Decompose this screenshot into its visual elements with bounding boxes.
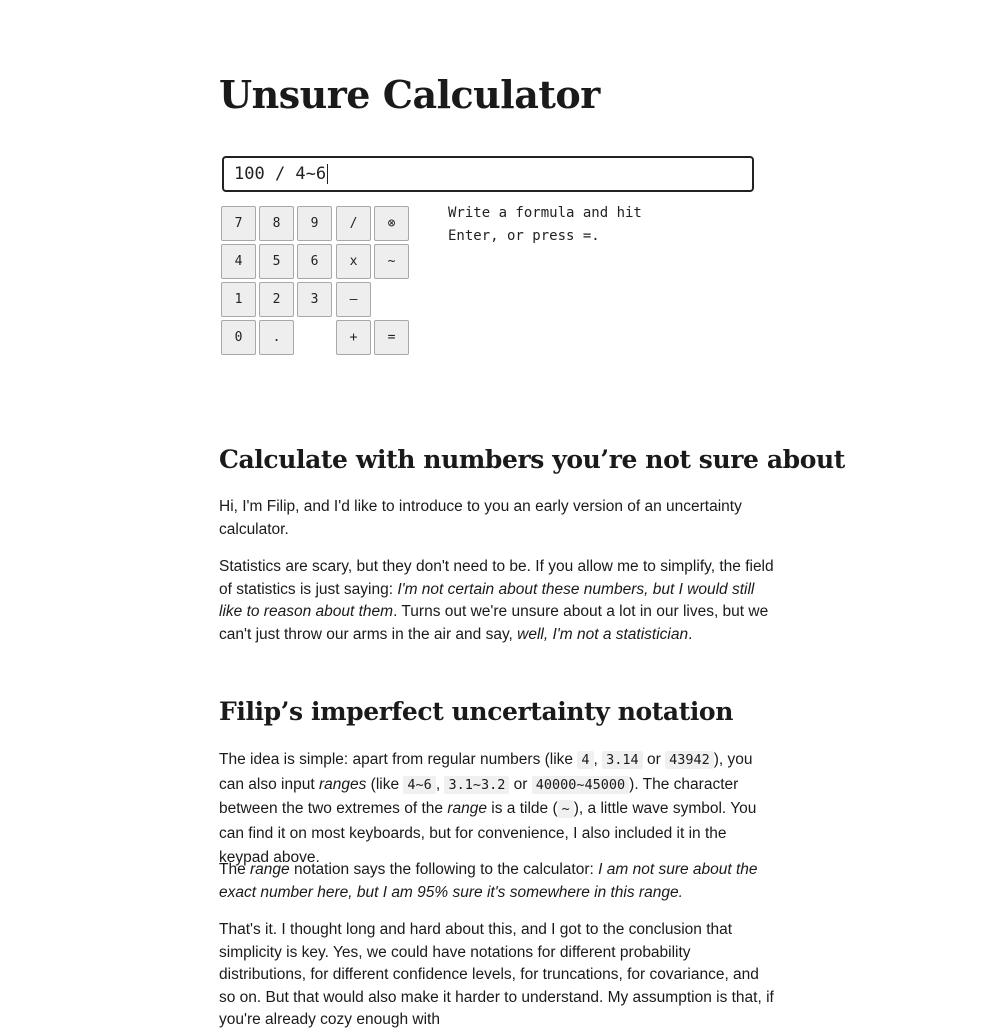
key-plus[interactable]: + — [336, 320, 371, 355]
simplicity-paragraph: That's it. I thought long and hard about this, and I got to the conclusion that simplicity is key. Yes, we could have notations for different probability distributions, for different confidence levels, for truncations, for covariance, and so on. But that would also make it harder to understand. My assumption is that, if you're already cozy enough with — [219, 921, 774, 1028]
code-example: 3.1~3.2 — [444, 776, 509, 794]
notation-paragraph — [219, 748, 779, 871]
key-tilde[interactable]: ~ — [374, 244, 409, 279]
calculator-hint — [448, 202, 1000, 248]
emphasis: well, I'm not a statistician — [517, 625, 689, 643]
emphasis: I am not sure about the exact number here, but I am 95% sure it's somewhere in this range. — [219, 861, 758, 901]
key-4[interactable]: 4 — [221, 244, 256, 279]
key-clear-icon[interactable]: ⊗ — [374, 206, 409, 241]
key-7[interactable]: 7 — [221, 206, 256, 241]
code-example: ~ — [558, 800, 574, 818]
code-example: 4 — [577, 751, 593, 769]
text-caret — [327, 164, 328, 184]
section-heading-notation: Filip’s imperfect uncertainty notation — [219, 697, 733, 726]
hint-line-1: Write a formula and hit — [448, 205, 642, 221]
emphasis: range — [250, 861, 290, 878]
text: ), you can also input — [219, 751, 753, 793]
text: . — [688, 625, 693, 643]
key-6[interactable]: 6 — [297, 244, 332, 279]
formula-text: 100 / 4~6 — [234, 164, 327, 184]
key-equals[interactable]: = — [374, 320, 409, 355]
key-8[interactable]: 8 — [259, 206, 294, 241]
text: , — [593, 751, 603, 768]
statistics-paragraph — [219, 556, 779, 646]
keypad — [221, 206, 411, 356]
emphasis: range — [447, 800, 487, 817]
key-2[interactable]: 2 — [259, 282, 294, 317]
formula-input[interactable] — [222, 156, 754, 192]
key-5[interactable]: 5 — [259, 244, 294, 279]
text: . Turns out we're unsure about a lot in our lives, but we can't just throw our arms in the air and say, — [219, 603, 769, 643]
text: The idea is simple: apart from regular numbers (like — [219, 751, 578, 768]
code-example: 43942 — [665, 751, 714, 769]
code-example: 4~6 — [403, 776, 435, 794]
code-example: 3.14 — [602, 751, 643, 769]
text: ), a little wave symbol. You can find it on most keyboards, but for convenience, I also included it in the keypad above. — [219, 800, 757, 866]
hint-line-2: Enter, or press =. — [448, 228, 600, 244]
text: , — [435, 775, 445, 793]
text: or — [642, 751, 666, 768]
key-9[interactable]: 9 — [297, 206, 332, 241]
text: (like — [366, 775, 404, 793]
key-decimal[interactable]: . — [259, 320, 294, 355]
code-example: 40000~45000 — [532, 776, 629, 794]
emphasis: I'm not certain about these numbers, but I would still like to reason about them — [219, 580, 755, 620]
text: ). The character between the two extremes of the — [219, 775, 739, 817]
range-paragraph — [219, 859, 779, 904]
text: notation says the following to the calculator: — [289, 861, 599, 878]
key-multiply[interactable]: x — [336, 244, 371, 279]
text: or — [509, 775, 532, 793]
intro-paragraph: Hi, I'm Filip, and I'd like to introduce to you an early version of an uncertainty calculator. — [219, 498, 742, 538]
key-divide[interactable]: / — [336, 206, 371, 241]
section-heading-calculate: Calculate with numbers you’re not sure about — [219, 445, 845, 474]
text: The — [219, 861, 251, 878]
key-1[interactable]: 1 — [221, 282, 256, 317]
text: is a tilde ( — [486, 800, 558, 817]
page-title: Unsure Calculator — [219, 72, 600, 117]
key-minus[interactable]: – — [336, 282, 371, 317]
text: Statistics are scary, but they don't need to be. If you allow me to simplify, the field of statistics is just saying: — [219, 558, 774, 598]
emphasis: ranges — [318, 775, 367, 793]
key-0[interactable]: 0 — [221, 320, 256, 355]
key-3[interactable]: 3 — [297, 282, 332, 317]
